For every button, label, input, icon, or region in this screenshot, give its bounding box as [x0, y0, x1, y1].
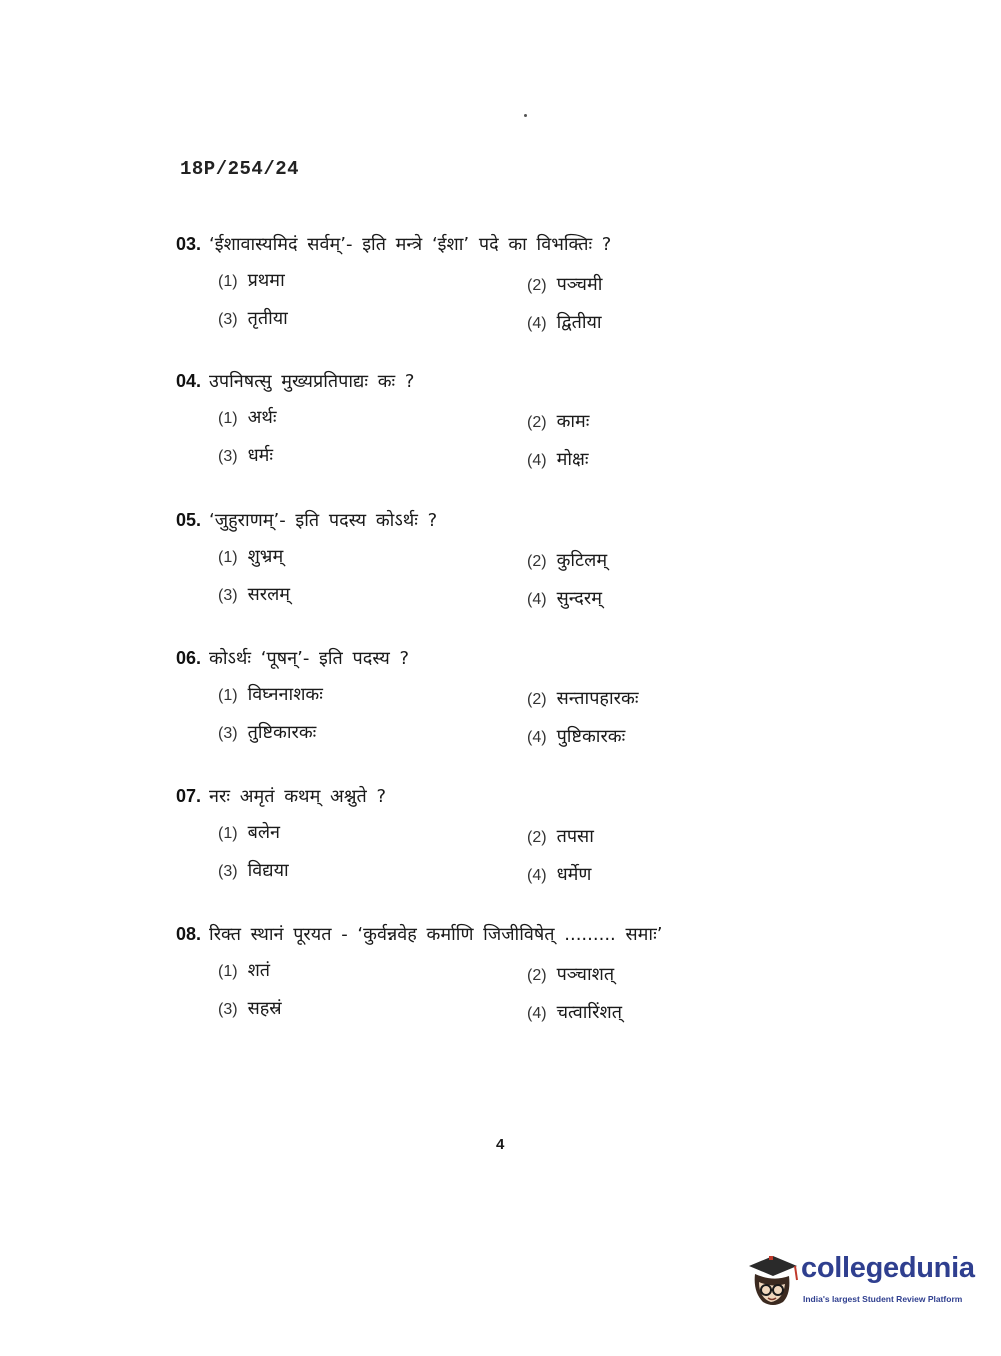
paper-code: 18P/254/24: [180, 158, 300, 180]
option-4: (4) चत्वारिंशत्: [527, 1002, 622, 1023]
option-2: (2) पञ्चमी: [527, 274, 603, 295]
option-4: (4) धर्मेण: [527, 864, 592, 885]
options: [176, 544, 816, 624]
options: [176, 405, 816, 485]
option-1: (1) शतं: [218, 960, 271, 981]
question-text: उपनिषत्सु मुख्यप्रतिपाद्यः कः ?: [209, 371, 415, 392]
option-2: (2) तपसा: [527, 826, 594, 847]
collegedunia-watermark: [743, 1248, 973, 1314]
question-text: नरः अमृतं कथम् अश्नुते ?: [209, 786, 387, 807]
question-text: रिक्त स्थानं पूरयत - ‘कुर्वन्नवेह कर्माणि जिजीविषेत् ......... समाः’: [209, 924, 663, 945]
option-4: (4) पुष्टिकारकः: [527, 726, 626, 747]
question-05: [176, 508, 816, 624]
option-2: (2) कामः: [527, 411, 590, 432]
options: [176, 820, 816, 900]
option-3: (3) धर्मः: [218, 445, 274, 466]
option-2: (2) पञ्चाशत्: [527, 964, 615, 985]
option-1: (1) बलेन: [218, 822, 281, 843]
question-number: 06.: [176, 648, 202, 668]
question-number: 03.: [176, 234, 202, 254]
question-number: 08.: [176, 924, 202, 944]
question-04: [176, 369, 816, 485]
question-number: 07.: [176, 786, 202, 806]
brand-name: collegedunia: [801, 1252, 975, 1284]
question-03: [176, 232, 816, 348]
question-number: 04.: [176, 371, 202, 391]
question-text: ‘ईशावास्यमिदं सर्वम्’- इति मन्त्रे ‘ईशा’ पदे का विभक्तिः ?: [209, 234, 612, 255]
question-number: 05.: [176, 510, 202, 530]
question-08: [176, 922, 816, 1038]
question-text: ‘जुहुराणम्’- इति पदस्य कोऽर्थः ?: [209, 510, 438, 531]
options: [176, 958, 816, 1038]
option-3: (3) सरलम्: [218, 584, 291, 605]
brand-tagline: India's largest Student Review Platform: [803, 1294, 963, 1304]
page-number: 4: [496, 1136, 505, 1153]
option-4: (4) द्वितीया: [527, 312, 602, 333]
question-text: कोऽर्थः ‘पूषन्’- इति पदस्य ?: [209, 648, 410, 669]
speck: [524, 114, 527, 117]
option-4: (4) सुन्दरम्: [527, 588, 602, 609]
option-1: (1) प्रथमा: [218, 270, 285, 291]
option-1: (1) अर्थः: [218, 407, 277, 428]
option-4: (4) मोक्षः: [527, 449, 589, 470]
option-3: (3) सहस्रं: [218, 998, 282, 1019]
option-3: (3) विद्यया: [218, 860, 289, 881]
option-2: (2) कुटिलम्: [527, 550, 608, 571]
option-1: (1) विघ्ननाशकः: [218, 684, 323, 705]
mascot-icon: [743, 1252, 801, 1310]
option-2: (2) सन्तापहारकः: [527, 688, 639, 709]
option-3: (3) तृतीया: [218, 308, 288, 329]
options: [176, 268, 816, 348]
question-06: [176, 646, 816, 762]
option-1: (1) शुभ्रम्: [218, 546, 284, 567]
option-3: (3) तुष्टिकारकः: [218, 722, 317, 743]
options: [176, 682, 816, 762]
question-07: [176, 784, 816, 900]
